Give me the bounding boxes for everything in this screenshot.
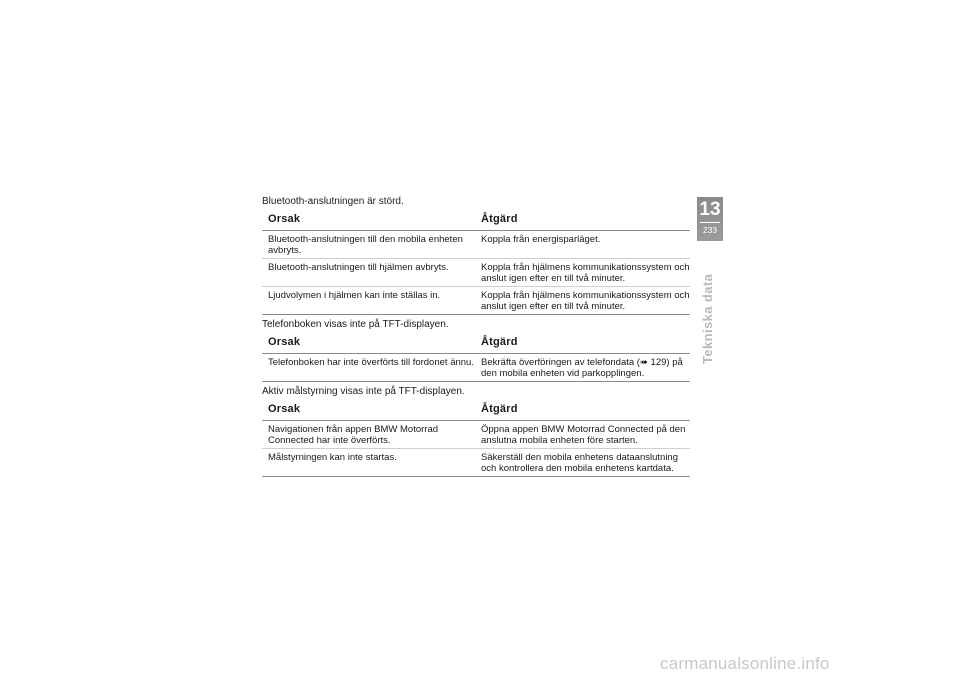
- troubleshooting-content: [262, 196, 690, 477]
- chapter-number: 13: [699, 199, 721, 220]
- table-row: [262, 287, 690, 315]
- section-bluetooth: [262, 196, 690, 315]
- table-row: [262, 231, 690, 259]
- page-number: 233: [702, 225, 718, 235]
- header-cause: Orsak: [268, 403, 301, 415]
- section-title: Bluetooth-anslutningen är störd.: [262, 196, 404, 207]
- section-title: Telefonboken visas inte på TFT-displayen.: [262, 319, 449, 330]
- cause-cell: Målstyrningen kan inte startas.: [268, 452, 397, 463]
- cause-cell: Ljudvolymen i hjälmen kan inte ställas in.: [268, 290, 441, 301]
- watermark: carmanualsonline.info: [660, 654, 830, 673]
- section-title: Aktiv målstyrning visas inte på TFT-displayen.: [262, 386, 465, 397]
- cause-cell: Telefonboken har inte överförts till fordonet ännu.: [268, 357, 474, 368]
- chapter-label: Tekniska data: [700, 273, 715, 364]
- action-cell: Bekräfta överföringen av telefondata (➠ 129) på den mobila enheten vid parkopplingen.: [481, 357, 683, 379]
- action-cell: Koppla från energisparläget.: [481, 234, 601, 245]
- action-cell: Koppla från hjälmens kommunikationssystem och anslut igen efter en till två minuter.: [481, 262, 690, 284]
- cause-cell: Bluetooth-anslutningen till den mobila enheten avbryts.: [268, 234, 463, 256]
- table-row: [262, 421, 690, 449]
- section-phonebook: [262, 319, 690, 382]
- table-row: [262, 354, 690, 382]
- action-cell: Öppna appen BMW Motorrad Connected på den anslutna mobila enheten före starten.: [481, 424, 686, 446]
- header-cause: Orsak: [268, 213, 301, 225]
- header-action: Åtgärd: [481, 403, 518, 415]
- action-cell: Koppla från hjälmens kommunikationssystem och anslut igen efter en till två minuter.: [481, 290, 690, 312]
- table-header: [262, 208, 690, 231]
- cause-cell: Bluetooth-anslutningen till hjälmen avbryts.: [268, 262, 449, 273]
- header-action: Åtgärd: [481, 213, 518, 225]
- cause-cell: Navigationen från appen BMW Motorrad Connected har inte överförts.: [268, 424, 439, 446]
- section-navigation: [262, 386, 690, 477]
- table-row: [262, 259, 690, 287]
- table-header: [262, 398, 690, 421]
- table-header: [262, 331, 690, 354]
- header-action: Åtgärd: [481, 336, 518, 348]
- chapter-divider: [700, 222, 720, 223]
- header-cause: Orsak: [268, 336, 301, 348]
- chapter-tab: [697, 197, 723, 241]
- action-cell: Säkerställ den mobila enhetens dataanslutning och kontrollera den mobila enhetens kartdata.: [481, 452, 678, 474]
- table-row: [262, 449, 690, 477]
